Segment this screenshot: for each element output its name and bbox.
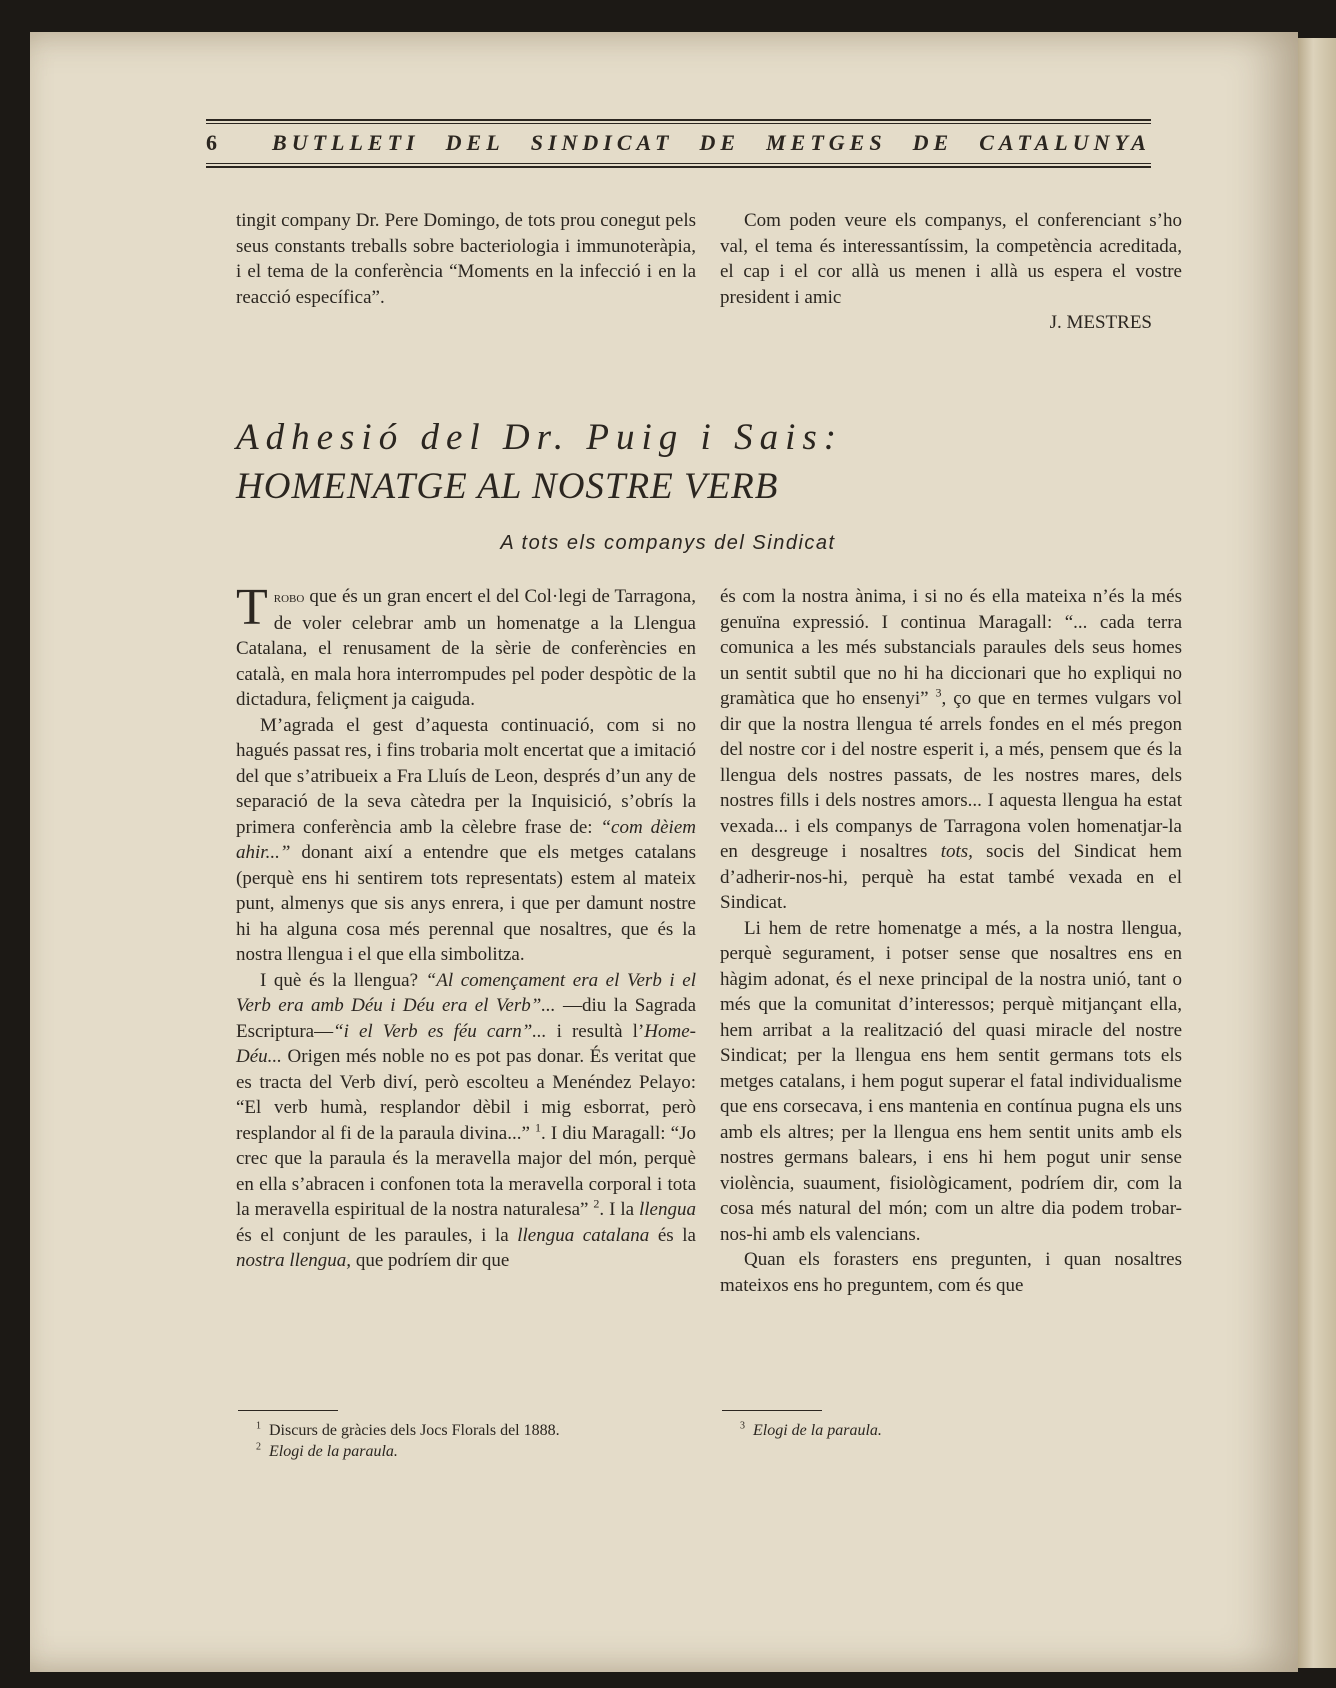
article-title-line1: Adhesió del Dr. Puig i Sais: [236, 417, 844, 458]
next-page-edge [1298, 38, 1336, 1668]
header-rule-bottom-thin [206, 163, 1151, 164]
footnote-2: $^2$ Elogi de la paraula. [256, 1441, 398, 1460]
header-rule-bottom [206, 166, 1151, 168]
article-column-right [720, 584, 1182, 1298]
header-word: BUTLLETI [272, 130, 420, 155]
footnote-ref: 1 [535, 1120, 542, 1135]
previous-article-left [236, 208, 696, 310]
body-paragraph: I què és la llengua? “Al començament era el Verb i el Verb era amb Déu i Déu era el Verb”... —diu la Sagrada Escriptura—“i el Verb es féu carn”... i resultà l’Home-Déu... Origen més noble no es pot pas donar. És veritat que es tracta del Verb diví, però escolteu a Menéndez Pelayo: “El verb humà, resplandor dèbil i mig esborrat, però resplandor al fi de la paraula divina...” $^1$. I diu Maragall: “Jo crec que la paraula és la meravella major del món, perquè en ella s’abracen i confonen tota la meravella corporal i tota la meravella espiritual de la nostra naturalesa” $^2$. I la llengua és el conjunt de les paraules, i la llengua catalana és la nostra llengua, que podríem dir que [236, 969, 697, 1271]
header-rule-top-thin [206, 123, 1151, 124]
article-column-left [236, 579, 697, 1274]
article-title-line2: HOMENATGE AL NOSTRE VERB [236, 466, 779, 507]
previous-article-right [720, 208, 1182, 336]
header-word: DE [912, 130, 954, 155]
drop-cap: T [236, 579, 268, 636]
article-subtitle: A tots els companys del Sindicat [500, 532, 836, 554]
header-word: DEL [445, 130, 505, 155]
header-word: DE [699, 130, 741, 155]
lead-smallcaps: robo [273, 589, 305, 606]
body-paragraph: Quan els forasters ens pregunten, i quan nosaltres mateixos ens ho preguntem, com és que [720, 1249, 1182, 1296]
body-paragraph: Com poden veure els companys, el conferenciant s’ho val, el tema és interessantíssim, la competència acreditada, el cap i el cor allà us menen i allà us espera el vostre president i amic [720, 210, 1182, 308]
header-rule-top [206, 119, 1151, 121]
footnote-1: $^1$ Discurs de gràcies dels Jocs Florals del 1888. [256, 1420, 560, 1439]
footnote-rule-left [238, 1410, 338, 1411]
running-head [206, 126, 1151, 160]
body-paragraph: tingit company Dr. Pere Domingo, de tots prou conegut pels seus constants treballs sobre bacteriologia i immunoteràpia, i el tema de la conferència “Moments en la infecció i en la reacció específica”. [236, 210, 696, 308]
page-number: 6 [206, 130, 217, 155]
footnote-ref: 3 [935, 685, 942, 700]
footnote-mark: 2 [256, 1441, 261, 1453]
footnote-ref: 2 [593, 1196, 600, 1211]
header-word: CATALUNYA [979, 130, 1151, 155]
signature: J. MESTRES [1049, 312, 1152, 333]
body-paragraph: M’agrada el gest d’aquesta continuació, com si no hagués passat res, i fins trobaria molt encertat que a imitació del que s’atribueix a Fra Lluís de Leon, després d’un any de separació de la seva càtedra per la Inquisició, s’obrís la primera conferència amb la cèlebre frase de: “com dèiem ahir...” donant així a entendre que els metges catalans (perquè ens hi sentirem tots representats) estem al mateix punt, almenys que sis anys enrera, i que per damunt nostre hi ha alguna cosa més perennal que nosaltres, que és la nostra llengua i el que ella simbolitza. [236, 714, 696, 965]
header-word: METGES [766, 130, 887, 155]
footnote-3: $^3$ Elogi de la paraula. [740, 1420, 882, 1439]
body-paragraph: és com la nostra ànima, i si no és ella mateixa n’és la més genuïna expressió. I continua Maragall: “... cada terra comunica a les més substancials paraules dels seus homes un sentit subtil que no hi ha diccionari que ho expliqui no gramàtica que ho ensenyi” $^3$, ço que en termes vulgars vol dir que la nostra llengua té arrels fondes en el més pregon del nostre cor i del nostre esperit i, a més, pensem que és la llengua dels nostres passats, de les nostres mares, dels nostres fills i dels nostres amors... I aquesta llengua ha estat vexada... i els companys de Tarragona volen homenatjar-la en desgreuge i nosaltres tots, socis del Sindicat hem d’adherir-nos-hi, perquè ha estat també vexada en el Sindicat. [720, 586, 1182, 913]
body-paragraph: Li hem de retre homenatge a més, a la nostra llengua, perquè segurament, i potser sense que nosaltres ens en hàgim adonat, és el nexe principal de la nostra unió, tant o més que la comunitat d’interessos; perquè mitjançant ella, hem arribat a la realització del quasi miracle del nostre Sindicat; per la llengua ens hem sentit germans tots els metges catalans, i hem pogut superar el fatal individualisme que ens corsecava, i ens mantenia en contínua pugna els uns amb els altres; per la llengua ens hem sentit units amb els nostres germans balears, i ens hi hem pogut unir sense violència, suaument, fisiològicament, podríem dir, com la cosa més natural del món; com un altre dia podem trobar-nos-hi amb els valencians. [720, 917, 1182, 1245]
footnote-mark: 3 [740, 1420, 745, 1432]
footnote-mark: 1 [256, 1420, 261, 1432]
body-paragraph: Trobo que és un gran encert el del Col·legi de Tarragona, de voler celebrar amb un homenatge a la Llengua Catalana, el renusament de la sèrie de conferències en català, en mala hora interrompudes pel poder despòtic de la dictadura, feliçment ja caiguda. [236, 579, 696, 710]
header-word: SINDICAT [530, 130, 674, 155]
footnote-rule-right [722, 1410, 822, 1411]
